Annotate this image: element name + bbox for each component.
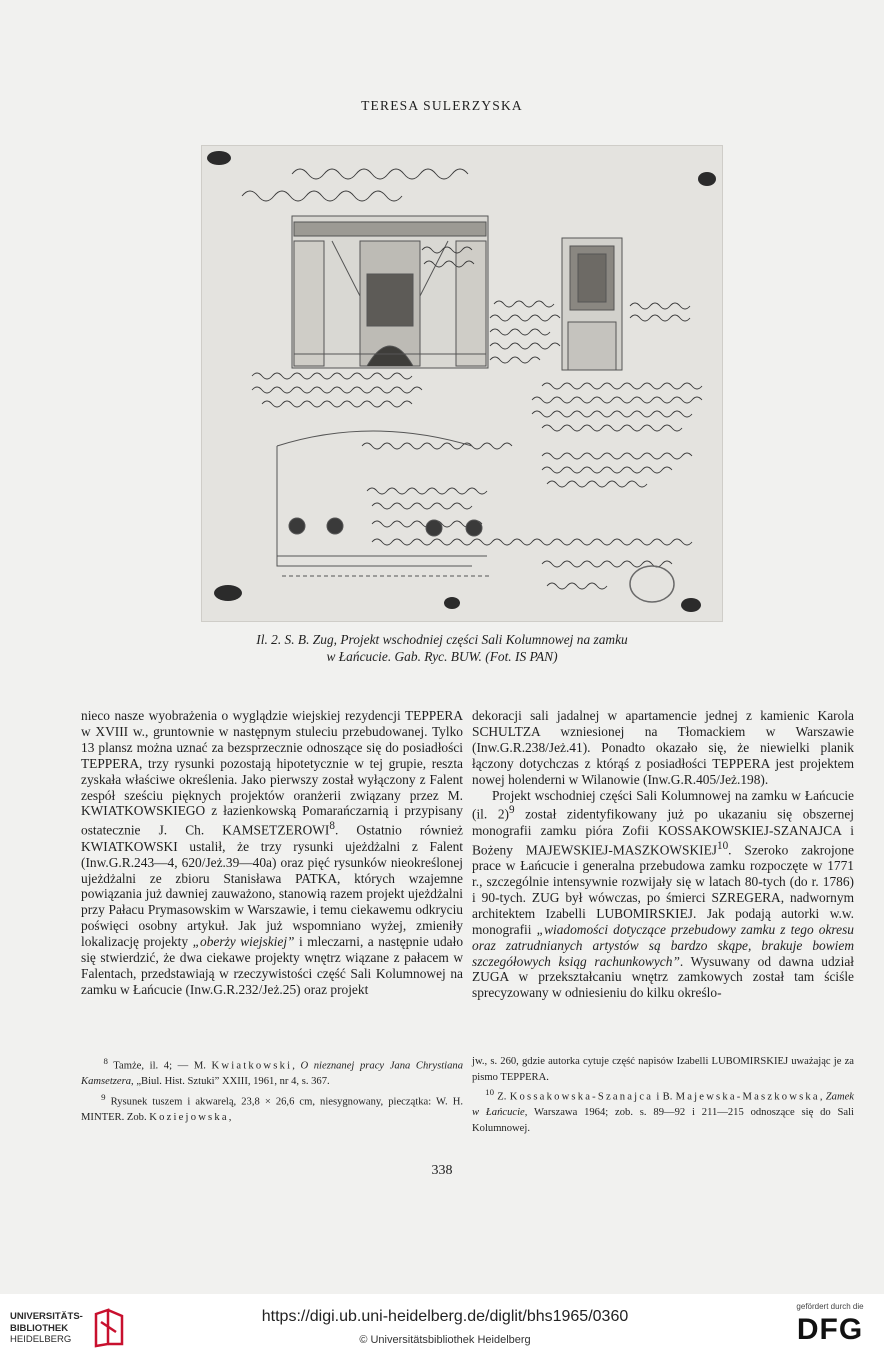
pin-icon — [681, 598, 701, 612]
paragraph: Projekt wschodniej części Sali Kolumnowej na zamku w Łańcucie (il. 2)$^9$ został zidentyfikowany już po ukazaniu się obszernej monografii zamku pióra Zofii KOSSAKOWSKIEJ-SZANAJCA i Bożeny MAJEWSKIEJ-MASZKOWSKIEJ$^{10}$. Szeroko zakrojone prace w Łańcucie i generalna przebudowa zamku rozpoczęte w 1771 r., szczególnie intensywnie rozwijały się w latach 80-tych (do r. 1786) i 90-tych. ZUG był wówczas, po śmierci SZREGERA, nadwornym architektem Izabelli LUBOMIRSKIEJ. Jak podają autorki w.w. monografii „wiadomości dotyczące przebudowy zamku z tego okresu oraz zatrudnianych artystów są bardzo skąpe, brakuje bowiem szczegółowych ksiąg rachunkowych”. Wysuwany od dawna udział ZUGA w przekształcaniu wnętrz zamkowych został tam ściśle sprecyzowany w odniesieniu do kilku określo- — [472, 787, 854, 1001]
dfg-logo-icon: DFG — [796, 1313, 864, 1346]
text-column-left — [81, 708, 463, 998]
page-number: 338 — [431, 1163, 453, 1178]
figure-caption — [140, 631, 744, 665]
figure-drawing — [201, 145, 723, 622]
caption-line: w Łańcucie. Gab. Ryc. BUW. (Fot. IS PAN) — [326, 649, 558, 664]
text-column-right — [472, 708, 854, 1001]
footnote-9-continued: jw., s. 260, gdzie autorka cytuje część napisów Izabelli LUBOMIRSKIEJ uważając je za pismo TEPPERA. — [472, 1056, 854, 1083]
copyright-notice: © Universitätsbibliothek Heidelberg — [359, 1334, 531, 1346]
footnote-10: $^{10}$ Z. Kossakowska-Szanajca i B. Majewska-Maszkowska, Zamek w Łańcucie, Warszawa 1964; zob. s. 89—92 i 211—215 odnoszące się do Sali Kolumnowej. — [472, 1087, 855, 1134]
footnote-ref[interactable]: 8 — [329, 820, 335, 833]
footnotes-left — [81, 1054, 463, 1125]
pin-icon — [698, 172, 716, 186]
footnote-9: $^9$ Rysunek tuszem i akwarelą, 23,8 × 26,6 cm, niesygnowany, pieczątka: W. H. MINTER. Zob. Koziejowska, — [81, 1091, 464, 1123]
footnote-ref[interactable]: 9 — [508, 804, 515, 817]
paragraph: dekoracji sali jadalnej w apartamencie jednej z kamienic Karola SCHULTZA wzniesionej na Tłomackiem w Warszawie (Inw.G.R.238/Jeż.41). Ponadto okazało się, że niewielki planik łączony dotychczas z którąś z posiadłości TEPPERA jest projektem nowej holenderni w Wilanowie (Inw.G.R.405/Jeż.198). — [472, 708, 854, 787]
footnotes-right — [472, 1054, 854, 1137]
footnote-ref[interactable]: 10 — [717, 839, 729, 852]
university-library-logo[interactable]: UNIVERSITÄTS- BIBLIOTHEK HEIDELBERG — [10, 1308, 128, 1352]
pin-icon — [444, 597, 460, 609]
viewer-footer — [0, 1294, 884, 1359]
pin-icon — [207, 151, 231, 165]
library-logo-icon — [92, 1308, 126, 1348]
document-url-link[interactable]: https://digi.ub.uni-heidelberg.de/diglit/bhs1965/0360 — [261, 1308, 629, 1325]
architectural-drawing-image — [202, 146, 722, 621]
footnote-8: $^8$ Tamże, il. 4; — M. Kwiatkowski, O nieznanej pracy Jana Chrystiana Kamsetzera, „Biul. Hist. Sztuki” XXIII, 1961, nr 4, s. 367. — [81, 1056, 463, 1088]
caption-line: Il. 2. S. B. Zug, Projekt wschodniej części Sali Kolumnowej na zamku — [256, 632, 628, 647]
pin-icon — [214, 585, 242, 601]
paragraph: nieco nasze wyobrażenia o wyglądzie wiejskiej rezydencji TEPPERA w XVIII w., gruntownie w następnym stuleciu przebudowanej. Tylko 13 plansz można uznać za bezsprzecznie odnoszące się do posiadłości TEPPERA, trzy rysunki pozostają hipotetycznie w tej grupie, reszta zyskała właściwe określenia. Jako pierwszy został wyłączony z Falent zespół sześciu pięknych projektów oranżerii związany przez M. KWIATKOWSKIEGO z łazienkowską Pomarańczarnią i przypisany ostatecznie J. Ch. KAMSETZEROWI$^8$. Ostatnio również KWIATKOWSKI ustalił, że trzy rysunki ujeżdżalni z Falent (Inw.G.R.243—4, 620/Jeż.39—40a) oraz pięć rysunków nieokreślonej ujeżdżalni ze zbioru Stanisława PATKA, których wzajemne powiązania już dawniej zauważono, stanowią razem projekt ujeżdżalni przy Pałacu Prymasowskim w Warszawie, i temu ciekawemu odkryciu poświęci osobny artykuł. Jak już wspomniano wyżej, zmieniły lokalizację projekty „oberży wiejskiej” i mleczarni, a następnie udało się stwierdzić, że dwa ciekawe projekty wnętrz wiązane z pałacem w Falentach, przedstawiają w rzeczywistości część Sali Kolumnowej na zamku w Łańcucie (Inw.G.R.232/Jeż.25) oraz projekt — [81, 708, 464, 997]
dfg-funding-logo[interactable]: gefördert durch die DFG — [780, 1302, 880, 1347]
running-head: TERESA SULERZYSKA — [361, 98, 523, 113]
